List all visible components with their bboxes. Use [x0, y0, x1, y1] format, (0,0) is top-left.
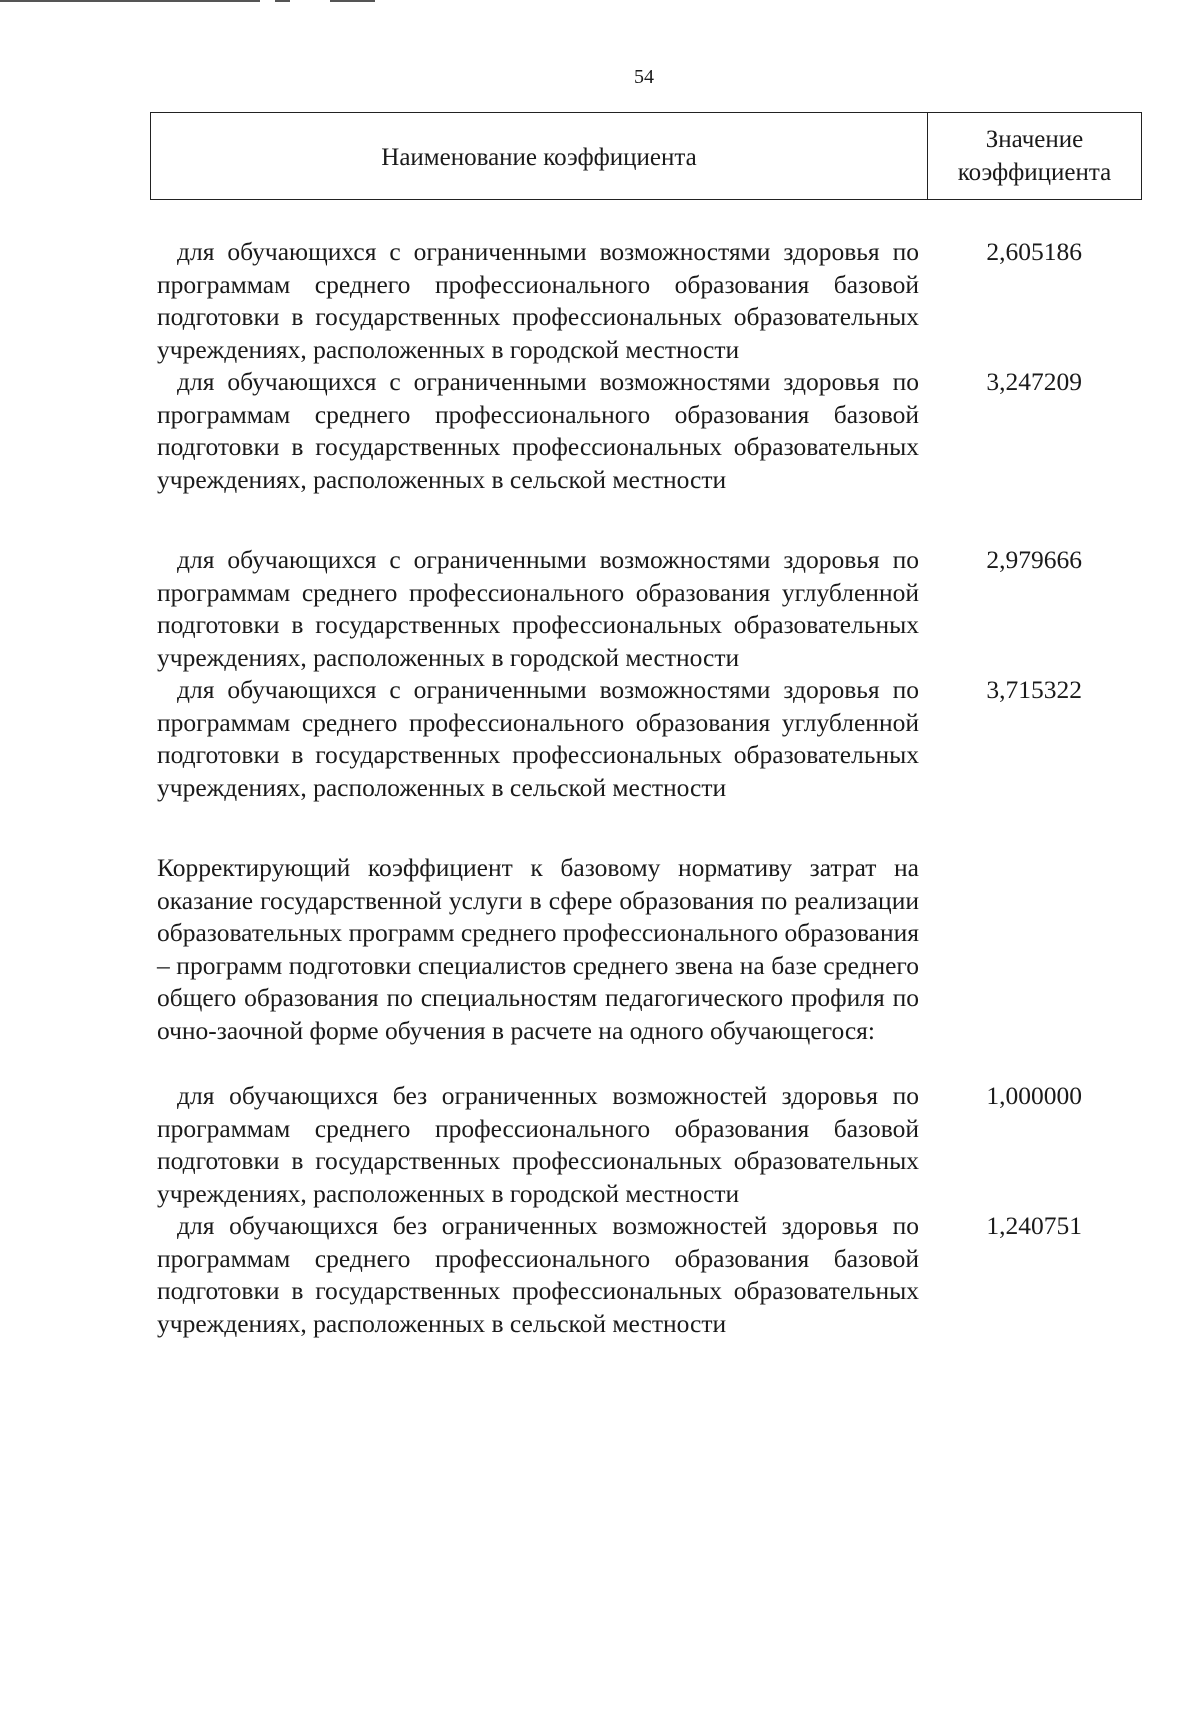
coefficient-value: 3,247209 [986, 367, 1082, 396]
table-row [157, 366, 1157, 496]
scan-edge-line [0, 0, 260, 2]
scan-edge-line-2 [275, 0, 290, 2]
coefficient-value: 1,240751 [986, 1211, 1082, 1240]
coefficient-name: для обучающихся с ограниченными возможностями здоровья по программам среднего профессионального образования углубленной подготовки в государственных профессиональных образовательных учреждениях, расположенных в городской местности [157, 545, 919, 672]
coefficient-value: 1,000000 [986, 1081, 1082, 1110]
page-number: 54 [634, 66, 654, 88]
coefficient-name: для обучающихся с ограниченными возможностями здоровья по программам среднего профессионального образования углубленной подготовки в государственных профессиональных образовательных учреждениях, расположенных в сельской местности [157, 675, 919, 802]
column-header-name: Наименование коэффициента [151, 113, 928, 199]
section-heading-row [157, 852, 1157, 1047]
table-row [157, 544, 1157, 674]
section-heading: Корректирующий коэффициент к базовому нормативу затрат на оказание государственной услуги в сфере образования по реализации образовательных программ среднего профессионального образования – программ подготовки специалистов среднего звена на базе среднего общего образования по специальностям педагогического профиля по очно-заочной форме обучения в расчете на одного обучающегося: [157, 853, 919, 1045]
coefficient-name: для обучающихся без ограниченных возможностей здоровья по программам среднего профессионального образования базовой подготовки в государственных профессиональных образовательных учреждениях, расположенных в сельской местности [157, 1211, 919, 1338]
table-header [150, 112, 1142, 200]
coefficient-value: 2,605186 [986, 237, 1082, 266]
document-body [157, 236, 1157, 1340]
coefficient-name: для обучающихся с ограниченными возможностями здоровья по программам среднего профессионального образования базовой подготовки в государственных профессиональных образовательных учреждениях, расположенных в городской местности [157, 237, 919, 364]
scan-edge-line-3 [330, 0, 375, 2]
table-row [157, 674, 1157, 804]
column-header-value [928, 113, 1141, 199]
coefficient-name: для обучающихся без ограниченных возможностей здоровья по программам среднего профессионального образования базовой подготовки в государственных профессиональных образовательных учреждениях, расположенных в городской местности [157, 1081, 919, 1208]
column-header-value-label: Значение коэффициента [957, 126, 1112, 186]
coefficient-value: 3,715322 [986, 675, 1082, 704]
coefficient-value: 2,979666 [986, 545, 1082, 574]
table-row [157, 1210, 1157, 1340]
coefficient-name: для обучающихся с ограниченными возможностями здоровья по программам среднего профессионального образования базовой подготовки в государственных профессиональных образовательных учреждениях, расположенных в сельской местности [157, 367, 919, 494]
table-row [157, 1080, 1157, 1210]
table-row [157, 236, 1157, 366]
